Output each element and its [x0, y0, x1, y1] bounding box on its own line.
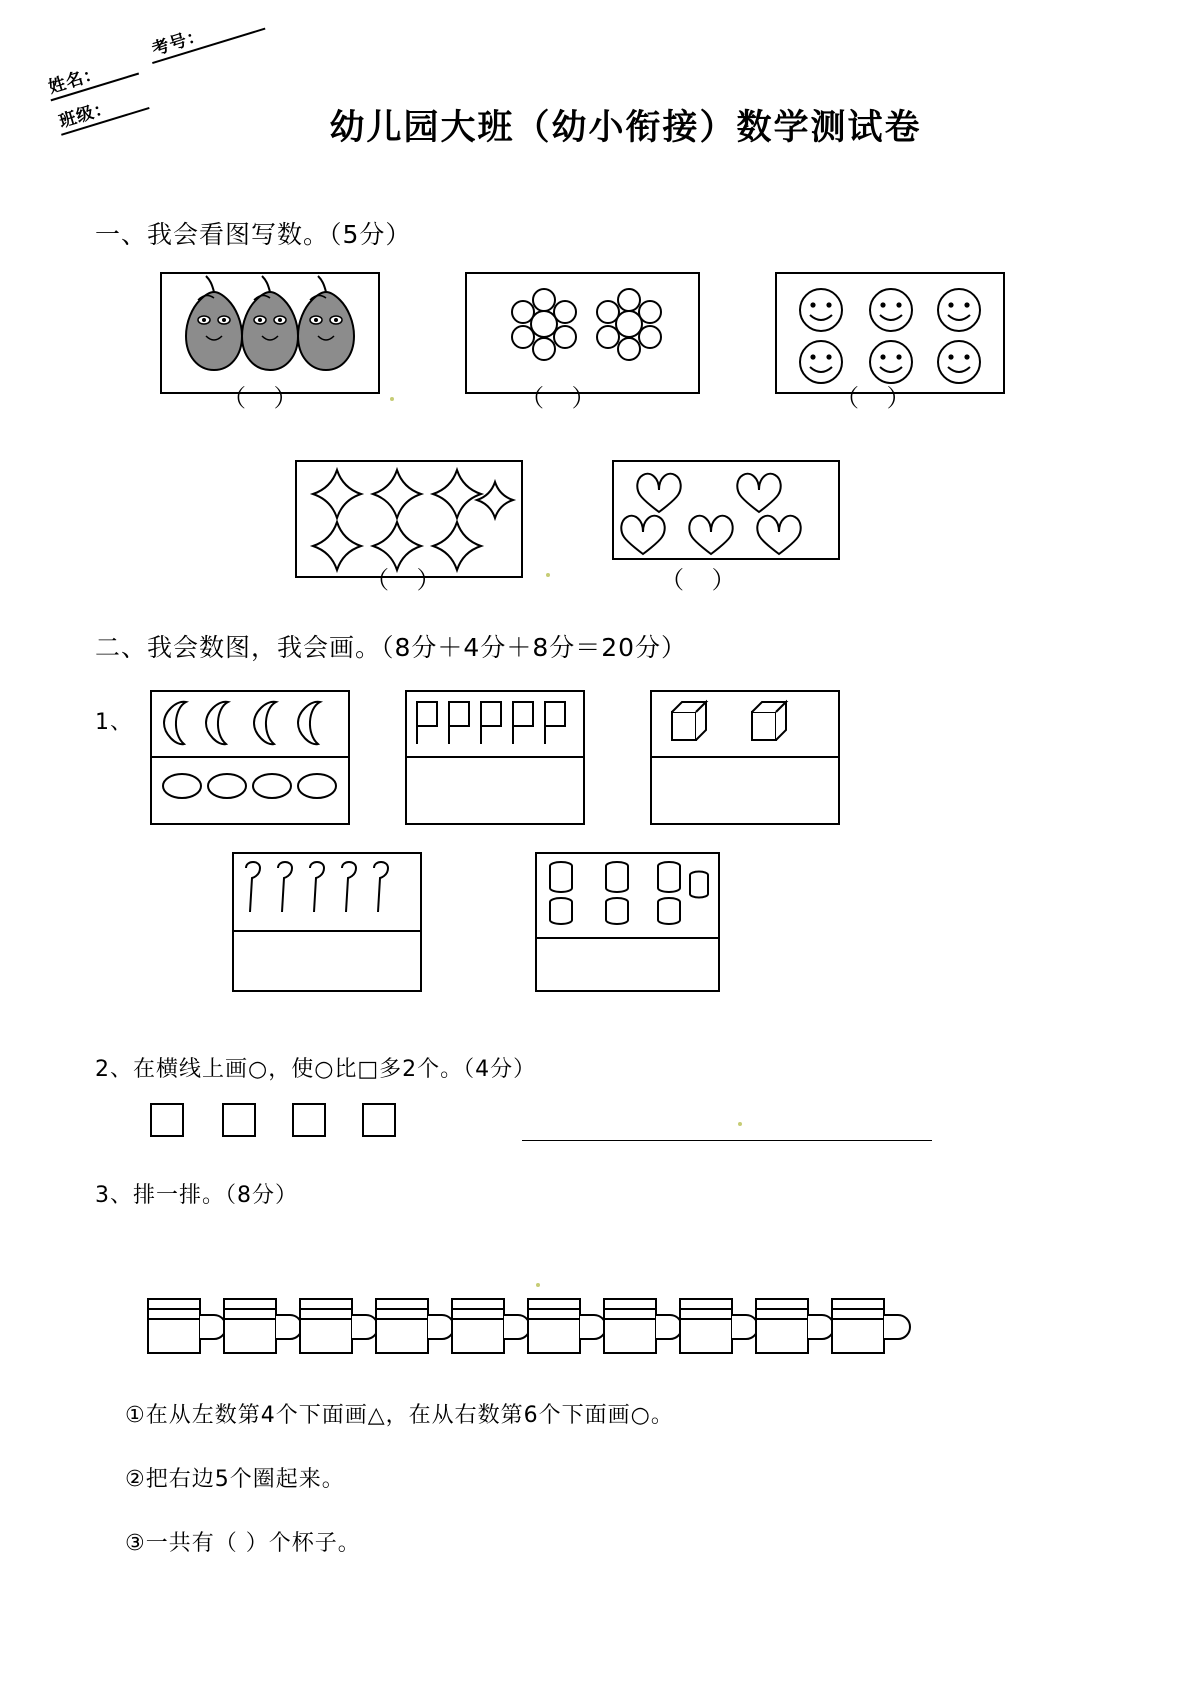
cup-row — [140, 1295, 940, 1365]
flag-row — [407, 692, 583, 752]
q3-item-1: ①在从左数第4个下面画△，在从右数第6个下面画○。 — [125, 1403, 674, 1428]
section1-heading: 一、我会看图写数。（5分） — [95, 220, 412, 249]
q2-answer-line[interactable] — [522, 1140, 932, 1141]
star-group — [297, 462, 521, 576]
divider — [405, 756, 585, 758]
heart-group — [614, 462, 838, 558]
name-label: 姓名： — [46, 62, 104, 98]
picture-box-hearts — [612, 460, 840, 560]
picture-box-pears — [160, 272, 380, 394]
count-box-cylinders — [535, 852, 720, 992]
answer-paren-1[interactable]: （ ） — [222, 384, 308, 412]
marker-dot — [536, 1283, 540, 1287]
answer-paren-2[interactable]: （ ） — [520, 384, 606, 412]
q3-item-2: ②把右边5个圈起来。 — [125, 1467, 345, 1492]
q2-text: 2、在横线上画○，使○比□多2个。（4分） — [95, 1057, 537, 1082]
answer-paren-3[interactable]: （ ） — [835, 384, 921, 412]
section2-heading: 二、我会数图，我会画。（8分＋4分＋8分＝20分） — [95, 633, 688, 662]
marker-dot — [546, 573, 550, 577]
q3-item-3[interactable]: ③一共有（ ）个杯子。 — [125, 1531, 361, 1556]
picture-box-flowers — [465, 272, 700, 394]
exam-no-label: 考号： — [149, 25, 208, 60]
answer-paren-5[interactable]: （ ） — [660, 566, 746, 594]
divider — [650, 756, 840, 758]
square-icon — [150, 1103, 184, 1137]
cube-row — [652, 692, 838, 752]
square-icon — [292, 1103, 326, 1137]
page-header — [0, 25, 1191, 175]
answer-paren-4[interactable]: （ ） — [365, 566, 451, 594]
smiley-group — [777, 274, 1003, 392]
q1-number: 1、 — [95, 710, 133, 735]
picture-box-smileys — [775, 272, 1005, 394]
divider — [535, 937, 720, 939]
pin-row — [234, 854, 420, 922]
square-icon — [222, 1103, 256, 1137]
flower-group — [467, 274, 698, 392]
moon-row — [152, 692, 348, 752]
class-label: 班级： — [56, 97, 115, 133]
pear-group — [162, 274, 378, 392]
page-title: 幼儿园大班（幼小衔接）数学测试卷 — [329, 108, 922, 148]
marker-dot — [390, 397, 394, 401]
q3-text: 3、排一排。（8分） — [95, 1183, 298, 1208]
count-box-cubes — [650, 690, 840, 825]
count-box-pins — [232, 852, 422, 992]
square-icon — [362, 1103, 396, 1137]
ellipse-answer-row — [152, 756, 348, 818]
marker-dot — [738, 1122, 742, 1126]
count-box-moons — [150, 690, 350, 825]
divider — [232, 930, 422, 932]
cylinder-row — [537, 854, 718, 929]
count-box-flags — [405, 690, 585, 825]
divider — [150, 756, 350, 758]
